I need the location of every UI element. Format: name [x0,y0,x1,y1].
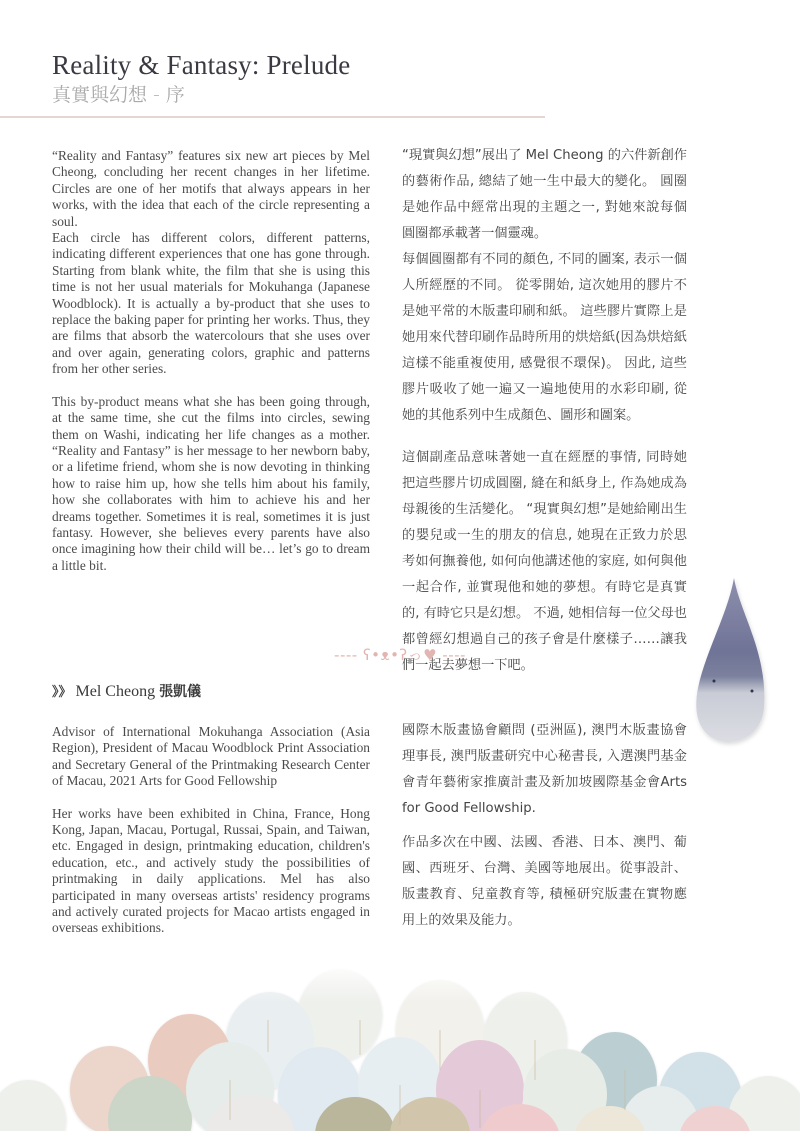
prelude-zh-p2: 每個圓圈都有不同的顏色, 不同的圖案, 表示一個人所經歷的不同。 從零開始, 這次她用的膠片不是她平常的木版畫印刷和紙。 這些膠片實際上是她用來代替印刷作品時所用的烘焙紙(因為烘焙紙這樣不能重複使用, 感覺很不環保)。 因此, 這些膠片吸收了她一遍又一遍地使用的水彩印刷, 從她的其他系列中生成顏色、圖形和圖案。 [402,252,687,423]
watercolor-teardrop-image [690,573,770,753]
artist-bio-en [52,724,370,937]
artist-bio-en-p1: Advisor of International Mokuhanga Association (Asia Region), President of Macau Woodblock Print Association and Secretary General of the Printmaking Research Center of Macau, 2021 Arts for Good Fellowship [52,724,370,789]
artist-heading [52,681,201,701]
prelude-zh-p3: 這個副產品意味著她一直在經歷的事情, 同時她把這些膠片切成圓圈, 縫在和紙身上, 作為她成為母親後的生活變化。 “現實與幻想”是她給剛出生的嬰兒或一生的朋友的信息, 她現在正致力於思考如何撫養他, 如何向他講述他的家庭, 如何與他一起合作, 並實現他和她的夢想。有時它是真實的, 有時它只是幻想。 不過, 她相信每一位父母也都曾經幻想過自己的孩子會是什麼樣子……讓我們一起去夢想一下吧。 [402,450,687,673]
prelude-en-p1: “Reality and Fantasy” features six new art pieces by Mel Cheong, concluding her recent changes in her lifetime. Circles are one of her motifs that always appears in her works, with the idea that each of the circle representing a soul. [52,148,370,229]
artist-name-en: Mel Cheong [75,683,156,700]
artist-bio-zh-p2: 作品多次在中國、法國、香港、日本、澳門、葡國、西班牙、台灣、美國等地展出。從事設計、版畫教育、兒童教育等, 積極研究版畫在實物應用上的效果及能力。 [402,835,687,928]
artist-bio-en-p2: Her works have been exhibited in China, France, Hong Kong, Japan, Macau, Portugal, Russai, Spain, and Taiwan, etc. Engaged in design, printmaking education, children's education, etc., and actively study the possibilities of printmaking in daily applications. Mel has also participated in many overseas artists' residency programs and actively curated projects for Macao artists engaged in overseas exhibitions. [52,805,370,936]
artist-name-zh: 張凱儀 [159,684,202,700]
sewn-circles-artwork [0,960,800,1131]
artist-bio-zh-p1: 國際木版畫協會顧問 (亞洲區), 澳門木版畫協會理事長, 澳門版畫研究中心秘書長, 入選澳門基金會青年藝術家推廣計畫及新加坡國際基金會Arts for Good Fellowship. [402,723,687,816]
kaomoji-separator: ---- ʕ•ᴥ•ʔっ♥ ---- [334,646,466,664]
prelude-en-p3: This by-product means what she has been going through, at the same time, she cut the films into circles, sewing them on Washi, indicating her life changes as a mother. “Reality and Fantasy” is her message to her newborn baby, or a lifetime friend, whom she is now devoting in thinking how to raise him up, how she tells him about his family, how she collaborates with him to achieve his and her dreams together. Sometimes it is real, sometimes it is just fantasy. However, she believes every parents have also once imagining how their child will be… let’s go to dream a little bit. [52,393,370,573]
header-divider [0,116,545,118]
teardrop-speck [751,690,754,693]
fade-overlay [0,960,800,1131]
double-chevron-icon: 》》 [52,685,72,700]
teardrop-speck [713,680,716,683]
prelude-zh [402,143,687,679]
page-subtitle-zh: 真實與幻想 - 序 [52,84,185,106]
teardrop-shape [696,578,764,742]
page-title: Reality & Fantasy: Prelude [52,50,351,80]
prelude-en [52,148,370,574]
prelude-zh-p1: “現實與幻想”展出了 Mel Cheong 的六件新創作的藝術作品, 總結了她一生中最大的變化。 圓圈是她作品中經常出現的主題之一, 對她來說每個圓圈都承載著一個靈魂。 [402,148,687,241]
artist-bio-zh [402,718,687,934]
prelude-en-p2: Each circle has different colors, different patterns, indicating different experiences that one has gone through. Starting from blank white, the film that she is using this time is not her usual materials for Mokuhanga (Japanese Woodblock). It is actually a by-product that she uses to replace the baking paper for printing her works. Thus, they are films that absorb the watercolours that she uses over and over again, generating colors, graphic and patterns from her other series. [52,230,370,377]
